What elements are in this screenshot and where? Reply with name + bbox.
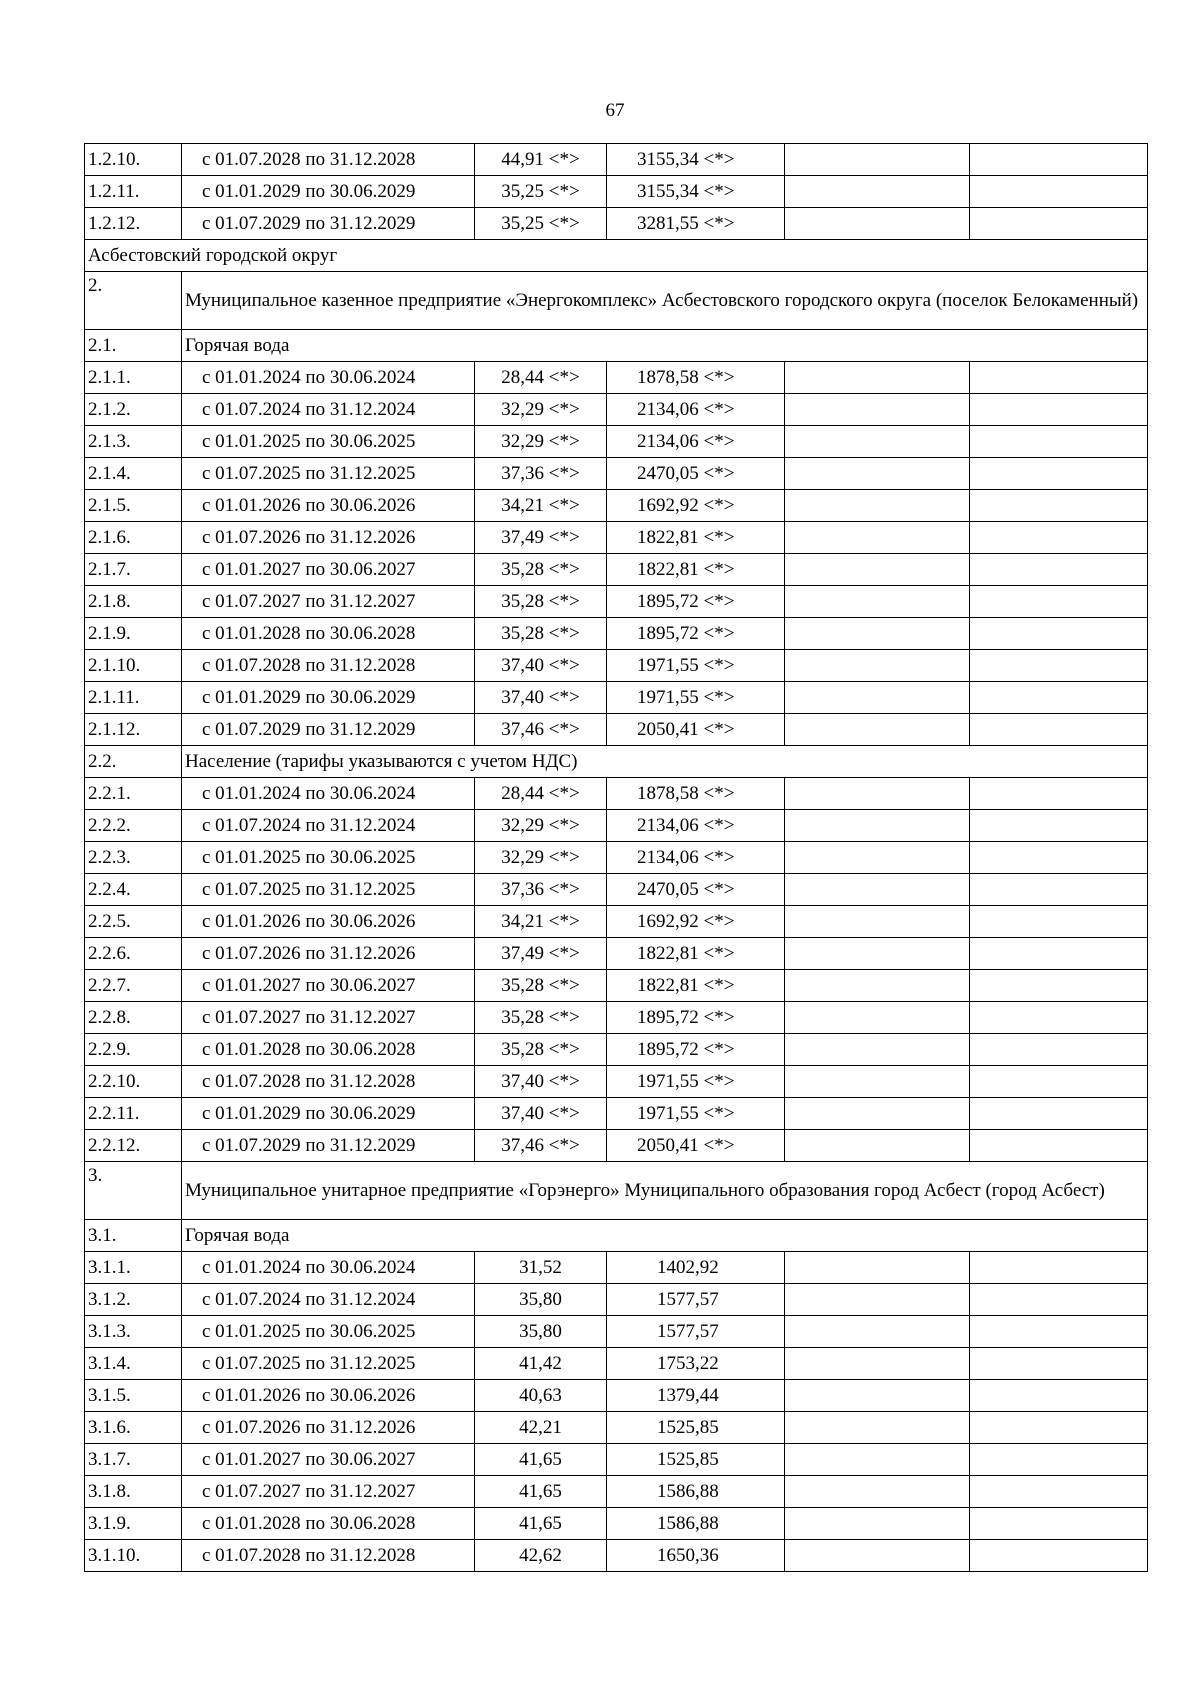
table-row [85, 1130, 1148, 1162]
empty-cell [785, 810, 970, 842]
row-number-cell: 2.2.10. [85, 1066, 182, 1098]
table-row [85, 1444, 1148, 1476]
period-cell: с 01.07.2028 по 31.12.2028 [182, 650, 475, 682]
tariff-component-cell: 37,40 <*> [475, 1066, 607, 1098]
tariff-component-cell: 35,28 <*> [475, 970, 607, 1002]
period-cell: с 01.07.2027 по 31.12.2027 [182, 586, 475, 618]
table-row [85, 938, 1148, 970]
empty-cell [970, 1252, 1148, 1284]
period-cell: с 01.01.2029 по 30.06.2029 [182, 1098, 475, 1130]
row-number-cell: 2.2.4. [85, 874, 182, 906]
empty-cell [785, 1066, 970, 1098]
tariff-value-cell: 2134,06 <*> [607, 394, 785, 426]
empty-cell [785, 1316, 970, 1348]
empty-cell [785, 1540, 970, 1572]
row-number-cell: 2.2.12. [85, 1130, 182, 1162]
tariff-component-cell: 35,25 <*> [475, 176, 607, 208]
empty-cell [970, 650, 1148, 682]
period-cell: с 01.07.2027 по 31.12.2027 [182, 1476, 475, 1508]
row-number-cell: 2.1.5. [85, 490, 182, 522]
period-cell: с 01.01.2025 по 30.06.2025 [182, 426, 475, 458]
period-cell: с 01.07.2029 по 31.12.2029 [182, 208, 475, 240]
empty-cell [785, 618, 970, 650]
table-row [85, 176, 1148, 208]
row-number-cell: 3.1.8. [85, 1476, 182, 1508]
empty-cell [785, 938, 970, 970]
tariff-value-cell: 2470,05 <*> [607, 458, 785, 490]
table-row [85, 1380, 1148, 1412]
tariff-component-cell: 37,36 <*> [475, 874, 607, 906]
row-number-cell: 2.2.1. [85, 778, 182, 810]
empty-cell [785, 682, 970, 714]
row-number-cell: 3.1.7. [85, 1444, 182, 1476]
tariff-value-cell: 1971,55 <*> [607, 682, 785, 714]
row-number-cell: 2.2.2. [85, 810, 182, 842]
section-row [85, 1162, 1148, 1220]
tariff-component-cell: 41,65 [475, 1508, 607, 1540]
empty-cell [970, 938, 1148, 970]
row-number-cell: 2.2.9. [85, 1034, 182, 1066]
tariff-component-cell: 32,29 <*> [475, 394, 607, 426]
tariff-value-cell: 1822,81 <*> [607, 938, 785, 970]
period-cell: с 01.07.2026 по 31.12.2026 [182, 1412, 475, 1444]
tariff-component-cell: 44,91 <*> [475, 144, 607, 176]
period-cell: с 01.07.2025 по 31.12.2025 [182, 458, 475, 490]
empty-cell [785, 1412, 970, 1444]
tariff-value-cell: 1525,85 [607, 1412, 785, 1444]
empty-cell [785, 362, 970, 394]
row-number-cell: 2.1.10. [85, 650, 182, 682]
empty-cell [970, 1284, 1148, 1316]
tariff-component-cell: 34,21 <*> [475, 490, 607, 522]
tariff-value-cell: 3155,34 <*> [607, 144, 785, 176]
table-row [85, 208, 1148, 240]
empty-cell [785, 970, 970, 1002]
row-number-cell: 3.1. [85, 1220, 182, 1252]
period-cell: с 01.01.2028 по 30.06.2028 [182, 1034, 475, 1066]
empty-cell [970, 1540, 1148, 1572]
tariff-value-cell: 1895,72 <*> [607, 586, 785, 618]
empty-cell [970, 176, 1148, 208]
period-cell: с 01.07.2029 по 31.12.2029 [182, 1130, 475, 1162]
region-title-cell: Асбестовский городской округ [85, 240, 1148, 272]
period-cell: с 01.07.2025 по 31.12.2025 [182, 1348, 475, 1380]
tariff-value-cell: 1878,58 <*> [607, 778, 785, 810]
tariff-value-cell: 3281,55 <*> [607, 208, 785, 240]
row-number-cell: 2.1.11. [85, 682, 182, 714]
tariff-value-cell: 1577,57 [607, 1284, 785, 1316]
table-row [85, 1508, 1148, 1540]
table-row [85, 1002, 1148, 1034]
tariff-value-cell: 1878,58 <*> [607, 362, 785, 394]
section-row [85, 746, 1148, 778]
tariff-component-cell: 37,40 <*> [475, 1098, 607, 1130]
empty-cell [785, 458, 970, 490]
empty-cell [785, 490, 970, 522]
row-number-cell: 2.1.9. [85, 618, 182, 650]
tariff-value-cell: 1971,55 <*> [607, 1098, 785, 1130]
empty-cell [785, 554, 970, 586]
period-cell: с 01.01.2025 по 30.06.2025 [182, 842, 475, 874]
table-row [85, 1476, 1148, 1508]
table-row [85, 1252, 1148, 1284]
empty-cell [970, 586, 1148, 618]
section-title-cell: Население (тарифы указываются с учетом НДС) [182, 746, 1148, 778]
empty-cell [785, 394, 970, 426]
table-row [85, 1412, 1148, 1444]
empty-cell [970, 458, 1148, 490]
table-row [85, 778, 1148, 810]
empty-cell [785, 842, 970, 874]
row-number-cell: 3.1.2. [85, 1284, 182, 1316]
tariff-component-cell: 37,46 <*> [475, 1130, 607, 1162]
row-number-cell: 2.2.8. [85, 1002, 182, 1034]
empty-cell [970, 362, 1148, 394]
row-number-cell: 2.1.3. [85, 426, 182, 458]
tariff-value-cell: 2134,06 <*> [607, 842, 785, 874]
period-cell: с 01.01.2029 по 30.06.2029 [182, 682, 475, 714]
period-cell: с 01.07.2024 по 31.12.2024 [182, 1284, 475, 1316]
table-row [85, 970, 1148, 1002]
table-row [85, 1348, 1148, 1380]
period-cell: с 01.01.2024 по 30.06.2024 [182, 778, 475, 810]
row-number-cell: 3. [85, 1162, 182, 1220]
tariff-value-cell: 2134,06 <*> [607, 426, 785, 458]
empty-cell [970, 144, 1148, 176]
period-cell: с 01.01.2026 по 30.06.2026 [182, 1380, 475, 1412]
empty-cell [785, 1252, 970, 1284]
region-row [85, 240, 1148, 272]
period-cell: с 01.01.2026 по 30.06.2026 [182, 490, 475, 522]
tariff-component-cell: 40,63 [475, 1380, 607, 1412]
period-cell: с 01.07.2026 по 31.12.2026 [182, 938, 475, 970]
empty-cell [785, 1508, 970, 1540]
empty-cell [785, 1348, 970, 1380]
empty-cell [970, 874, 1148, 906]
empty-cell [785, 522, 970, 554]
empty-cell [785, 906, 970, 938]
period-cell: с 01.07.2026 по 31.12.2026 [182, 522, 475, 554]
period-cell: с 01.07.2029 по 31.12.2029 [182, 714, 475, 746]
tariff-component-cell: 28,44 <*> [475, 362, 607, 394]
period-cell: с 01.01.2028 по 30.06.2028 [182, 1508, 475, 1540]
tariff-component-cell: 35,28 <*> [475, 586, 607, 618]
period-cell: с 01.01.2027 по 30.06.2027 [182, 1444, 475, 1476]
empty-cell [970, 778, 1148, 810]
tariff-value-cell: 1822,81 <*> [607, 554, 785, 586]
empty-cell [970, 522, 1148, 554]
table-row [85, 586, 1148, 618]
period-cell: с 01.01.2024 по 30.06.2024 [182, 362, 475, 394]
row-number-cell: 1.2.10. [85, 144, 182, 176]
empty-cell [970, 490, 1148, 522]
row-number-cell: 3.1.3. [85, 1316, 182, 1348]
empty-cell [970, 1348, 1148, 1380]
row-number-cell: 2.1.2. [85, 394, 182, 426]
tariff-value-cell: 1692,92 <*> [607, 490, 785, 522]
period-cell: с 01.07.2024 по 31.12.2024 [182, 394, 475, 426]
empty-cell [785, 1380, 970, 1412]
tariff-value-cell: 1753,22 [607, 1348, 785, 1380]
period-cell: с 01.01.2024 по 30.06.2024 [182, 1252, 475, 1284]
row-number-cell: 3.1.10. [85, 1540, 182, 1572]
row-number-cell: 2.1.1. [85, 362, 182, 394]
tariff-table [84, 143, 1148, 1572]
tariff-component-cell: 37,36 <*> [475, 458, 607, 490]
tariff-value-cell: 1822,81 <*> [607, 522, 785, 554]
table-row [85, 1316, 1148, 1348]
tariff-component-cell: 35,80 [475, 1284, 607, 1316]
tariff-component-cell: 32,29 <*> [475, 810, 607, 842]
empty-cell [970, 394, 1148, 426]
empty-cell [785, 778, 970, 810]
table-row [85, 810, 1148, 842]
table-row [85, 650, 1148, 682]
tariff-component-cell: 35,28 <*> [475, 1002, 607, 1034]
tariff-value-cell: 1525,85 [607, 1444, 785, 1476]
tariff-component-cell: 35,80 [475, 1316, 607, 1348]
empty-cell [970, 1412, 1148, 1444]
empty-cell [785, 1098, 970, 1130]
row-number-cell: 2.2.3. [85, 842, 182, 874]
empty-cell [785, 1444, 970, 1476]
table-row [85, 1098, 1148, 1130]
empty-cell [970, 714, 1148, 746]
empty-cell [970, 618, 1148, 650]
empty-cell [970, 906, 1148, 938]
table-row [85, 426, 1148, 458]
empty-cell [785, 176, 970, 208]
tariff-value-cell: 3155,34 <*> [607, 176, 785, 208]
empty-cell [785, 1284, 970, 1316]
tariff-value-cell: 1586,88 [607, 1508, 785, 1540]
tariff-component-cell: 37,40 <*> [475, 682, 607, 714]
empty-cell [785, 426, 970, 458]
table-row [85, 842, 1148, 874]
tariff-value-cell: 1895,72 <*> [607, 1034, 785, 1066]
row-number-cell: 2.1.8. [85, 586, 182, 618]
tariff-component-cell: 35,25 <*> [475, 208, 607, 240]
tariff-value-cell: 1692,92 <*> [607, 906, 785, 938]
empty-cell [970, 1380, 1148, 1412]
page-number: 67 [605, 100, 625, 121]
period-cell: с 01.07.2024 по 31.12.2024 [182, 810, 475, 842]
empty-cell [970, 1444, 1148, 1476]
tariff-value-cell: 1402,92 [607, 1252, 785, 1284]
empty-cell [785, 1130, 970, 1162]
tariff-component-cell: 28,44 <*> [475, 778, 607, 810]
tariff-value-cell: 2050,41 <*> [607, 1130, 785, 1162]
tariff-component-cell: 32,29 <*> [475, 426, 607, 458]
tariff-component-cell: 35,28 <*> [475, 618, 607, 650]
table-row [85, 144, 1148, 176]
row-number-cell: 2.2.11. [85, 1098, 182, 1130]
section-title-cell: Муниципальное унитарное предприятие «Горэнерго» Муниципального образования город Асбест (город Асбест) [182, 1162, 1148, 1220]
empty-cell [970, 810, 1148, 842]
tariff-value-cell: 2050,41 <*> [607, 714, 785, 746]
period-cell: с 01.01.2027 по 30.06.2027 [182, 554, 475, 586]
table-row [85, 682, 1148, 714]
period-cell: с 01.07.2025 по 31.12.2025 [182, 874, 475, 906]
table-row [85, 1034, 1148, 1066]
tariff-value-cell: 1379,44 [607, 1380, 785, 1412]
tariff-value-cell: 1586,88 [607, 1476, 785, 1508]
row-number-cell: 2.1. [85, 330, 182, 362]
tariff-value-cell: 1577,57 [607, 1316, 785, 1348]
tariff-value-cell: 1650,36 [607, 1540, 785, 1572]
empty-cell [785, 208, 970, 240]
tariff-component-cell: 37,49 <*> [475, 938, 607, 970]
table-row [85, 906, 1148, 938]
tariff-component-cell: 37,49 <*> [475, 522, 607, 554]
row-number-cell: 2. [85, 272, 182, 330]
tariff-component-cell: 32,29 <*> [475, 842, 607, 874]
empty-cell [970, 554, 1148, 586]
empty-cell [785, 874, 970, 906]
period-cell: с 01.01.2027 по 30.06.2027 [182, 970, 475, 1002]
section-title-cell: Горячая вода [182, 330, 1148, 362]
tariff-component-cell: 35,28 <*> [475, 554, 607, 586]
empty-cell [785, 1002, 970, 1034]
table-row [85, 394, 1148, 426]
empty-cell [785, 650, 970, 682]
table-row [85, 618, 1148, 650]
empty-cell [970, 682, 1148, 714]
row-number-cell: 3.1.5. [85, 1380, 182, 1412]
tariff-value-cell: 2134,06 <*> [607, 810, 785, 842]
row-number-cell: 2.1.4. [85, 458, 182, 490]
period-cell: с 01.07.2028 по 31.12.2028 [182, 1540, 475, 1572]
empty-cell [970, 842, 1148, 874]
row-number-cell: 2.2.7. [85, 970, 182, 1002]
section-title-cell: Горячая вода [182, 1220, 1148, 1252]
table-row [85, 1066, 1148, 1098]
tariff-component-cell: 31,52 [475, 1252, 607, 1284]
period-cell: с 01.01.2026 по 30.06.2026 [182, 906, 475, 938]
tariff-value-cell: 2470,05 <*> [607, 874, 785, 906]
table-row [85, 490, 1148, 522]
row-number-cell: 1.2.11. [85, 176, 182, 208]
period-cell: с 01.07.2028 по 31.12.2028 [182, 1066, 475, 1098]
tariff-component-cell: 37,46 <*> [475, 714, 607, 746]
tariff-component-cell: 35,28 <*> [475, 1034, 607, 1066]
empty-cell [785, 1476, 970, 1508]
period-cell: с 01.01.2029 по 30.06.2029 [182, 176, 475, 208]
empty-cell [970, 1508, 1148, 1540]
row-number-cell: 2.1.6. [85, 522, 182, 554]
row-number-cell: 3.1.9. [85, 1508, 182, 1540]
tariff-component-cell: 42,21 [475, 1412, 607, 1444]
table-row [85, 1540, 1148, 1572]
tariff-component-cell: 34,21 <*> [475, 906, 607, 938]
empty-cell [785, 714, 970, 746]
empty-cell [970, 1130, 1148, 1162]
tariff-component-cell: 41,42 [475, 1348, 607, 1380]
table-row [85, 714, 1148, 746]
row-number-cell: 3.1.6. [85, 1412, 182, 1444]
empty-cell [970, 1098, 1148, 1130]
row-number-cell: 2.2.5. [85, 906, 182, 938]
section-row [85, 1220, 1148, 1252]
period-cell: с 01.07.2028 по 31.12.2028 [182, 144, 475, 176]
tariff-value-cell: 1971,55 <*> [607, 1066, 785, 1098]
tariff-value-cell: 1822,81 <*> [607, 970, 785, 1002]
empty-cell [970, 1002, 1148, 1034]
row-number-cell: 2.1.7. [85, 554, 182, 586]
table-row [85, 554, 1148, 586]
row-number-cell: 1.2.12. [85, 208, 182, 240]
empty-cell [970, 208, 1148, 240]
tariff-component-cell: 42,62 [475, 1540, 607, 1572]
tariff-value-cell: 1971,55 <*> [607, 650, 785, 682]
empty-cell [970, 426, 1148, 458]
empty-cell [970, 1066, 1148, 1098]
empty-cell [970, 1034, 1148, 1066]
empty-cell [970, 1316, 1148, 1348]
table-row [85, 362, 1148, 394]
empty-cell [785, 144, 970, 176]
row-number-cell: 3.1.1. [85, 1252, 182, 1284]
row-number-cell: 2.2. [85, 746, 182, 778]
section-row [85, 272, 1148, 330]
section-title-cell: Муниципальное казенное предприятие «Энергокомплекс» Асбестовского городского округа (поселок Белокаменный) [182, 272, 1148, 330]
table-row [85, 1284, 1148, 1316]
section-row [85, 330, 1148, 362]
table-row [85, 458, 1148, 490]
period-cell: с 01.07.2027 по 31.12.2027 [182, 1002, 475, 1034]
row-number-cell: 2.2.6. [85, 938, 182, 970]
tariff-component-cell: 41,65 [475, 1444, 607, 1476]
row-number-cell: 2.1.12. [85, 714, 182, 746]
empty-cell [785, 586, 970, 618]
period-cell: с 01.01.2025 по 30.06.2025 [182, 1316, 475, 1348]
tariff-component-cell: 41,65 [475, 1476, 607, 1508]
row-number-cell: 3.1.4. [85, 1348, 182, 1380]
tariff-value-cell: 1895,72 <*> [607, 618, 785, 650]
tariff-component-cell: 37,40 <*> [475, 650, 607, 682]
empty-cell [970, 1476, 1148, 1508]
tariff-value-cell: 1895,72 <*> [607, 1002, 785, 1034]
table-row [85, 522, 1148, 554]
empty-cell [785, 1034, 970, 1066]
table-row [85, 874, 1148, 906]
empty-cell [970, 970, 1148, 1002]
period-cell: с 01.01.2028 по 30.06.2028 [182, 618, 475, 650]
